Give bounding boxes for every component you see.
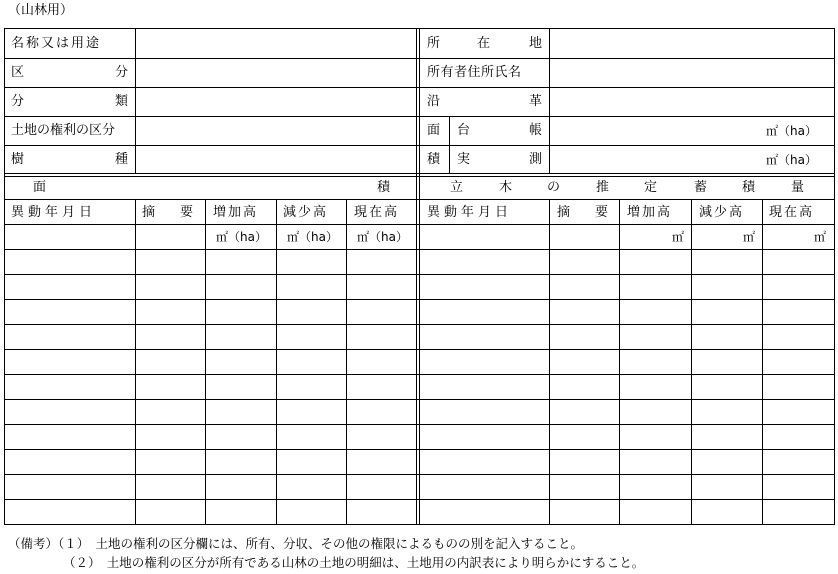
- label-owner: 所有者住所氏名: [427, 65, 522, 80]
- unit-jissoku: ㎡（ha）: [766, 153, 817, 167]
- grid-line: [691, 199, 692, 524]
- grid-line: [276, 199, 277, 524]
- grid-line: [762, 199, 763, 524]
- grid-line: [549, 199, 550, 524]
- label-enkaku-2: 革: [529, 94, 543, 109]
- grid-line: [619, 199, 620, 524]
- area-unit: ㎡（ha）: [357, 230, 408, 244]
- label-land-right: 土地の権利の区分: [11, 123, 116, 138]
- area-col-header: 現在高: [354, 205, 400, 220]
- grid-line: [135, 28, 136, 173]
- grid-line: [205, 199, 206, 524]
- area-table-title-1: 面: [33, 180, 47, 195]
- area-unit: ㎡（ha）: [287, 230, 338, 244]
- area-col-header: 増加高: [213, 205, 259, 220]
- label-jissoku-1: 実: [457, 152, 471, 167]
- timber-title-char: 積: [742, 180, 756, 195]
- note-line-2: （２） 土地の権利の区分が所有である山林の土地の明細は、土地用の内訳表により明らかにすること。: [63, 555, 645, 570]
- label-jissoku-2: 測: [529, 152, 543, 167]
- label-jushu-second: 種: [115, 152, 129, 167]
- label-menseki-seki: 積: [427, 152, 441, 167]
- label-shozai-1: 所: [427, 36, 441, 51]
- area-unit: ㎡（ha）: [216, 230, 267, 244]
- form-caption: （山林用）: [8, 3, 74, 18]
- label-bunrui-second: 類: [115, 94, 129, 109]
- timber-unit: ㎡: [672, 230, 685, 244]
- timber-unit: ㎡: [814, 230, 827, 244]
- timber-col-header: 減少高: [699, 205, 745, 220]
- timber-title-char: 蓄: [694, 180, 708, 195]
- grid-line: [135, 199, 136, 524]
- timber-col-header: 摘 要: [557, 205, 615, 220]
- label-daicho-1: 台: [457, 123, 471, 138]
- timber-unit: ㎡: [743, 230, 756, 244]
- timber-title-char: 推: [596, 180, 610, 195]
- note-line-1: （備考）（１） 土地の権利の区分欄には、所有、分収、その他の権限によるものの別を記入すること。: [8, 536, 584, 551]
- timber-title-char: 定: [644, 180, 658, 195]
- label-jushu-first: 樹: [11, 152, 25, 167]
- grid-line-double: [419, 28, 420, 524]
- label-kubun-first: 区: [11, 65, 25, 80]
- area-col-header: 摘 要: [142, 205, 200, 220]
- label-kubun-second: 分: [115, 65, 129, 80]
- label-shozai-2: 在: [477, 36, 491, 51]
- timber-title-char: 量: [791, 180, 805, 195]
- grid-line: [449, 116, 450, 173]
- label-shozai-3: 地: [529, 36, 543, 51]
- unit-daicho: ㎡（ha）: [766, 124, 817, 138]
- timber-title-char: 木: [499, 180, 513, 195]
- grid-line: [549, 28, 550, 173]
- label-menseki-men: 面: [427, 123, 441, 138]
- grid-line: [834, 28, 835, 524]
- area-table-title-2: 積: [377, 180, 391, 195]
- label-bunrui-first: 分: [11, 94, 25, 109]
- area-col-header: 減少高: [283, 205, 329, 220]
- timber-title-char: の: [547, 180, 561, 195]
- timber-col-header: 異動年月日: [427, 205, 513, 220]
- timber-title-char: 立: [450, 180, 464, 195]
- grid-line: [4, 28, 5, 524]
- label-name-use: 名称又は用途: [11, 36, 102, 51]
- label-enkaku-1: 沿: [427, 94, 441, 109]
- grid-line-double: [416, 28, 417, 524]
- label-daicho-2: 帳: [529, 123, 543, 138]
- area-col-header: 異動年月日: [11, 205, 97, 220]
- timber-col-header: 現在高: [769, 205, 815, 220]
- timber-col-header: 増加高: [627, 205, 673, 220]
- grid-line: [4, 524, 835, 525]
- grid-line: [346, 199, 347, 524]
